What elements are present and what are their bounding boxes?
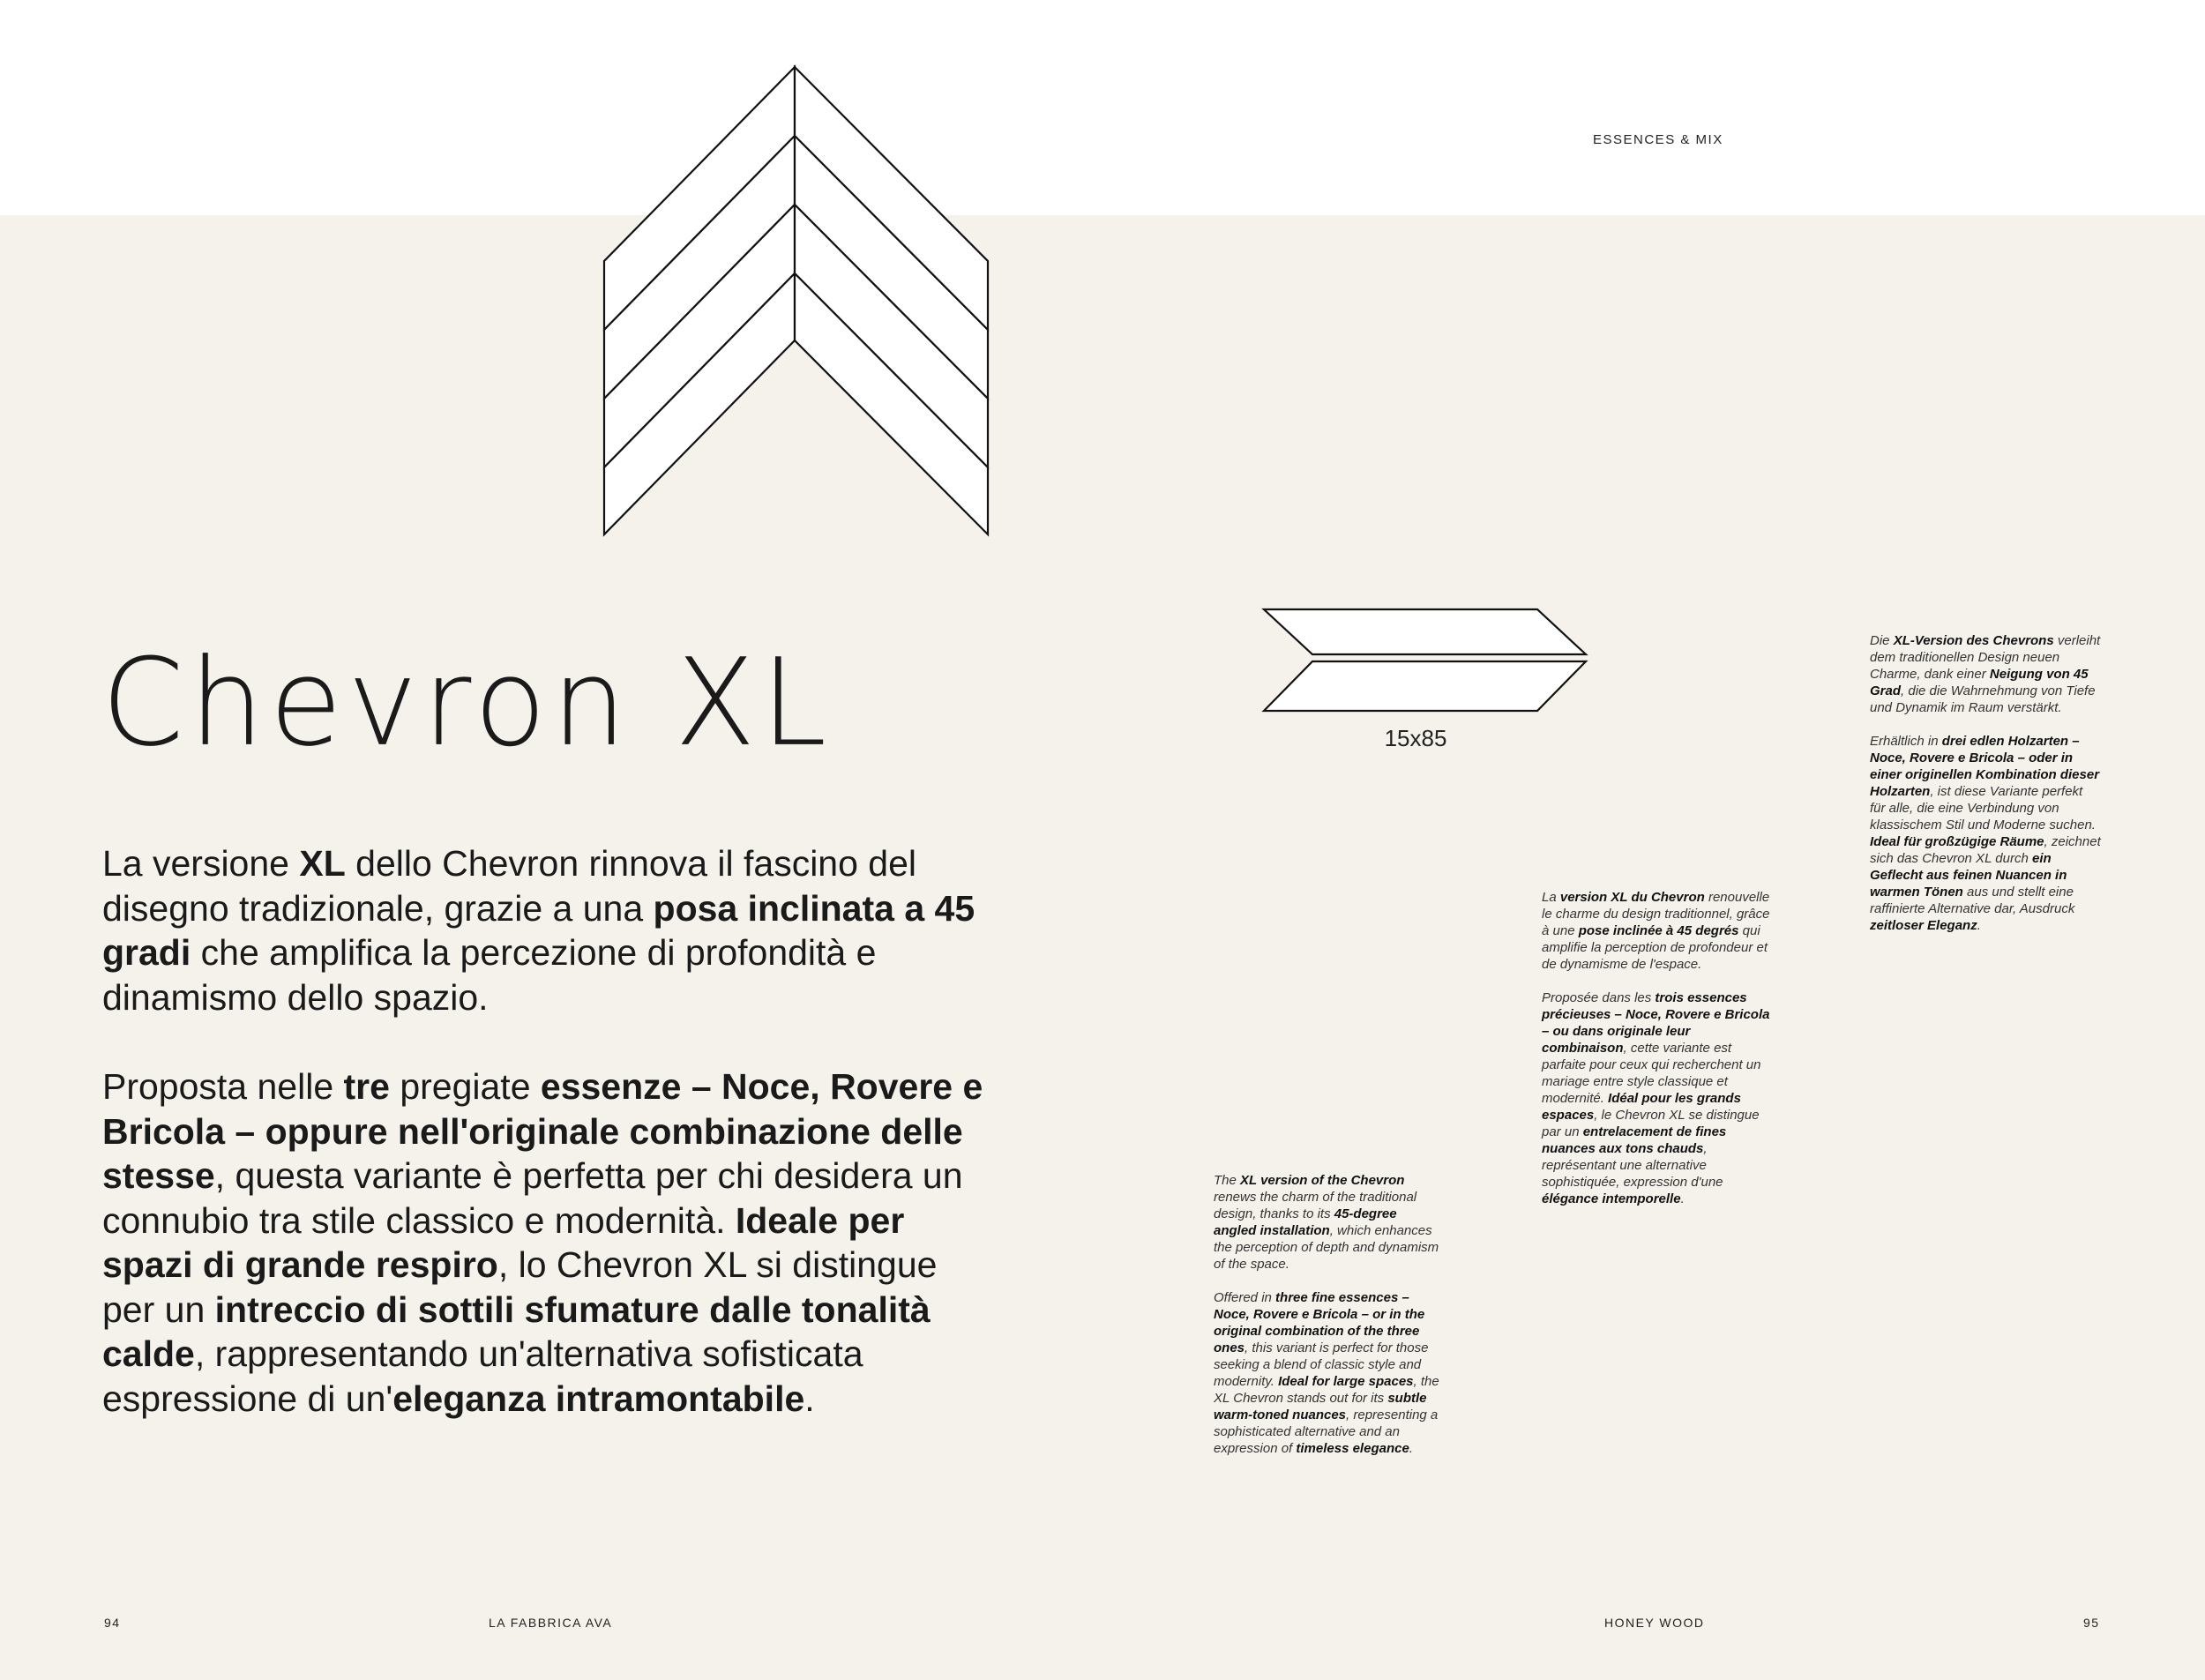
text-run: . <box>1409 1441 1413 1456</box>
page-title: Chevron XL <box>101 632 833 773</box>
emphasis-text: Ideale per spazi di grande respiro <box>102 1199 905 1285</box>
text-run: , this variant is perfect for those seeking a blend of classic style and modernity. <box>1214 1340 1429 1389</box>
text-run: renouvelle le charme du design traditionnel, grâce à une <box>1542 890 1770 938</box>
text-run: La versione <box>102 843 300 884</box>
text-run: Offered in <box>1214 1290 1276 1305</box>
emphasis-text: ein Geflecht aus feinen Nuancen in warmen Tönen <box>1870 851 2067 900</box>
emphasis-text: intreccio di sottili sfumature dalle tonalità calde <box>102 1288 931 1374</box>
plank-size-label: 15x85 <box>1384 725 1447 751</box>
text-run: Erhältlich in <box>1870 734 1942 749</box>
emphasis-text: posa inclinata a 45 gradi <box>102 887 975 973</box>
text-run: , le Chevron XL se distingue par un <box>1542 1108 1760 1139</box>
text-run: , représentant une alternative sophistiquée, expression d'une <box>1542 1141 1723 1190</box>
emphasis-text: tre <box>343 1066 390 1107</box>
text-run: Die <box>1870 633 1894 648</box>
english-paragraph-2 <box>1214 1289 1443 1457</box>
text-run: , which enhances the perception of depth and dynamism of the space. <box>1214 1223 1439 1272</box>
emphasis-text: three fine essences – Noce, Rovere e Bricola – or in the original combination of the three ones <box>1214 1290 1425 1355</box>
emphasis-text: eleganza intramontabile <box>392 1378 805 1419</box>
emphasis-text: 45-degree angled installation <box>1214 1206 1397 1238</box>
text-run: Proposée dans les <box>1542 990 1656 1005</box>
footer-collection: HONEY WOOD <box>1604 1616 1705 1630</box>
emphasis-text: drei edlen Holzarten – Noce, Rovere e Bricola – oder in einer originellen Kombination dieser Holzarten <box>1870 734 2100 799</box>
english-text-block <box>1214 1172 1443 1474</box>
section-label: ESSENCES & MIX <box>1593 132 1723 147</box>
text-run: renews the charm of the traditional design, thanks to its <box>1214 1190 1417 1221</box>
text-run: , zeichnet sich das Chevron XL durch <box>1870 834 2101 866</box>
footer-brand: LA FABBRICA AVA <box>489 1616 613 1630</box>
italian-paragraph-1 <box>102 841 984 1019</box>
text-run: . <box>1977 918 1981 933</box>
emphasis-text: zeitloser Eleganz <box>1870 918 1977 933</box>
text-run: pregiate <box>389 1066 541 1107</box>
emphasis-text: Neigung von 45 Grad <box>1870 667 2089 698</box>
emphasis-text: pose inclinée à 45 degrés <box>1578 923 1739 938</box>
page-number-left: 94 <box>104 1616 121 1630</box>
plank-size-shape-bottom <box>1264 661 1586 711</box>
text-run: The <box>1214 1173 1241 1188</box>
emphasis-text: Idéal pour les grands espaces <box>1542 1091 1741 1123</box>
text-run: La <box>1542 890 1560 905</box>
emphasis-text: subtle warm-toned nuances <box>1214 1391 1427 1422</box>
emphasis-text: XL-Version des Chevrons <box>1893 633 2054 648</box>
emphasis-text: XL version of the Chevron <box>1240 1173 1405 1188</box>
text-run: , the XL Chevron stands out for its <box>1214 1374 1439 1406</box>
text-run: Proposta nelle <box>102 1066 344 1107</box>
text-run: che amplifica la percezione di profondità e dinamismo dello spazio. <box>102 932 877 1018</box>
text-run: , die die Wahrnehmung von Tiefe und Dynamik im Raum verstärkt. <box>1870 683 2096 715</box>
french-paragraph-1 <box>1542 889 1773 973</box>
text-run: verleiht dem traditionellen Design neuen Charme, dank einer <box>1870 633 2101 682</box>
text-run: , lo Chevron XL si distingue per un <box>102 1244 938 1330</box>
emphasis-text: Ideal für großzügige Räume <box>1870 834 2044 849</box>
page-number-right: 95 <box>2083 1616 2100 1630</box>
german-text-block <box>1870 632 2101 951</box>
french-paragraph-2 <box>1542 989 1773 1207</box>
german-paragraph-1 <box>1870 632 2101 716</box>
emphasis-text: version XL du Chevron <box>1559 890 1705 905</box>
text-run: , ist diese Variante perfekt für alle, die eine Verbindung von klassischem Stil und Moderne suchen. <box>1870 784 2096 833</box>
emphasis-text: XL <box>299 843 346 884</box>
french-text-block <box>1542 889 1773 1224</box>
text-run: , cette variante est parfaite pour ceux qui recherchent un mariage entre style classique et modernité. <box>1542 1041 1761 1106</box>
text-run: . <box>1680 1191 1685 1206</box>
emphasis-text: timeless elegance <box>1296 1441 1409 1456</box>
emphasis-text: essenze – Noce, Rovere e Bricola – oppure nell'originale combinazione delle stesse <box>102 1066 983 1196</box>
text-run: , representing a sophisticated alternative and an expression of <box>1214 1407 1439 1456</box>
plank-size-shape-top <box>1264 609 1586 654</box>
text-run: , questa variante è perfetta per chi desidera un connubio tra stile classico e modernità. <box>102 1155 963 1241</box>
text-run: qui amplifie la perception de profondeur et de dynamisme de l'espace. <box>1542 923 1768 972</box>
text-run: dello Chevron rinnova il fascino del disegno tradizionale, grazie a una <box>102 843 917 929</box>
text-run: , rappresentando un'alternativa sofisticata espressione di un' <box>102 1333 863 1419</box>
text-run: aus und stellt eine raffinierte Alternative dar, Ausdruck <box>1870 885 2075 916</box>
emphasis-text: entrelacement de fines nuances aux tons chauds <box>1542 1124 1727 1156</box>
english-paragraph-1 <box>1214 1172 1443 1273</box>
emphasis-text: trois essences précieuses – Noce, Rovere e Bricola – ou dans originale leur combinaison <box>1542 990 1770 1056</box>
italian-paragraph-2 <box>102 1064 984 1421</box>
emphasis-text: Ideal for large spaces <box>1278 1374 1414 1389</box>
text-run: . <box>804 1378 815 1419</box>
emphasis-text: élégance intemporelle <box>1542 1191 1681 1206</box>
german-paragraph-2 <box>1870 733 2101 934</box>
